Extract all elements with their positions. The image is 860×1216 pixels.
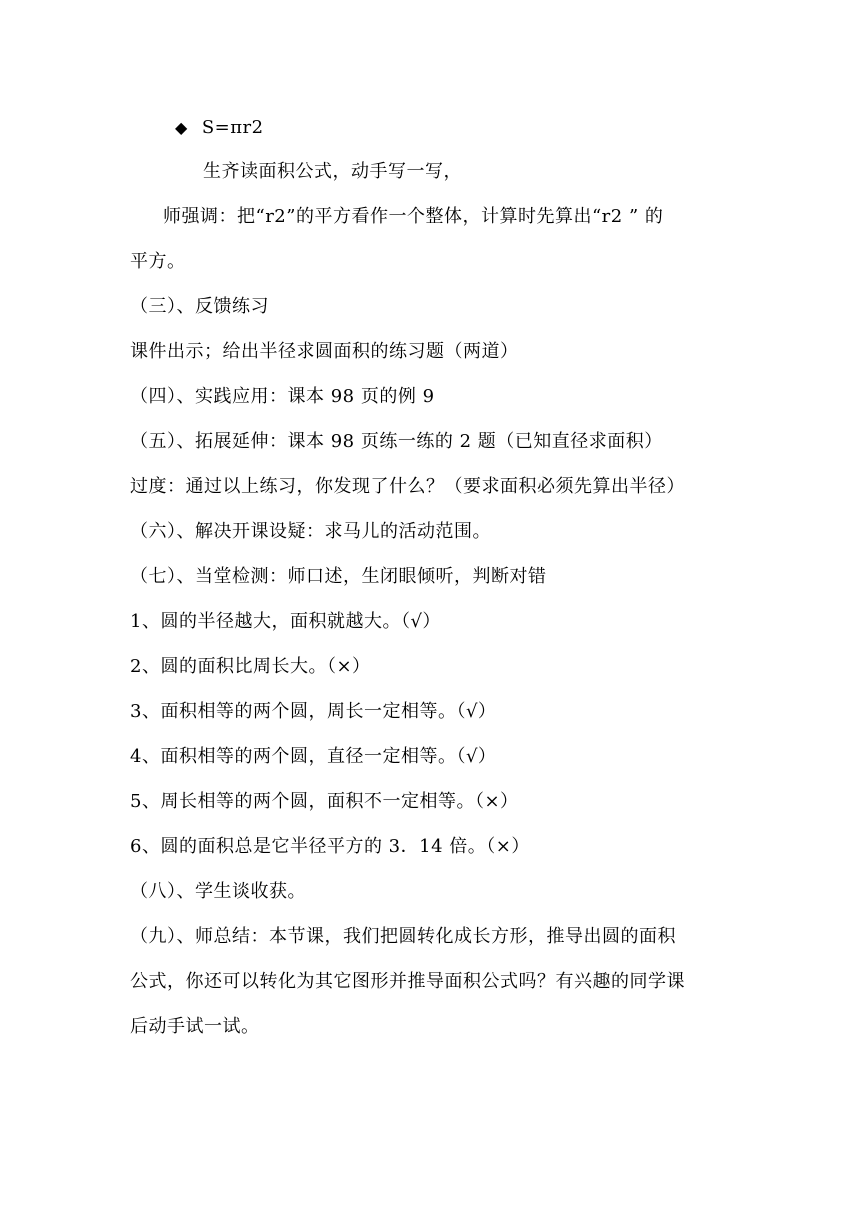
section-heading: （三）、反馈练习 <box>130 296 269 317</box>
section-heading: （五）、拓展延伸：课本 98 页练一练的 2 题（已知直径求面积） <box>130 431 663 452</box>
text-line: 平方。 <box>130 251 186 272</box>
area-formula: S=πr2 <box>201 117 264 138</box>
quiz-item: 3、面积相等的两个圆，周长一定相等。（√） <box>130 701 497 722</box>
section-heading: （四）、实践应用：课本 98 页的例 9 <box>130 386 435 407</box>
text-line: 过度：通过以上练习，你发现了什么？（要求面积必须先算出半径） <box>130 476 685 497</box>
section-heading: （六）、解决开课设疑：求马儿的活动范围。 <box>130 521 491 542</box>
section-heading: （九）、师总结：本节课，我们把圆转化成长方形，推导出圆的面积 <box>130 926 676 947</box>
quiz-item: 6、圆的面积总是它半径平方的 3．14 倍。（×） <box>130 836 530 857</box>
formula-line <box>175 115 264 141</box>
quiz-item: 1、圆的半径越大，面积就越大。（√） <box>130 611 441 632</box>
diamond-bullet-icon: ◆ <box>175 118 188 137</box>
quiz-item: 5、周长相等的两个圆，面积不一定相等。（×） <box>130 791 519 812</box>
quiz-item: 4、面积相等的两个圆，直径一定相等。（√） <box>130 746 497 767</box>
text-line: 师强调：把“r2”的平方看作一个整体，计算时先算出“r2 ” 的 <box>163 206 664 227</box>
quiz-item: 2、圆的面积比周长大。（×） <box>130 656 371 677</box>
text-line: 生齐读面积公式，动手写一写， <box>203 161 462 182</box>
section-heading: （七）、当堂检测：师口述，生闭眼倾听，判断对错 <box>130 566 547 587</box>
section-heading: （八）、学生谈收获。 <box>130 881 306 902</box>
text-line: 公式，你还可以转化为其它图形并推导面积公式吗？有兴趣的同学课 <box>130 971 685 992</box>
text-line: 后动手试一试。 <box>130 1016 260 1037</box>
text-line: 课件出示；给出半径求圆面积的练习题（两道） <box>130 341 519 362</box>
